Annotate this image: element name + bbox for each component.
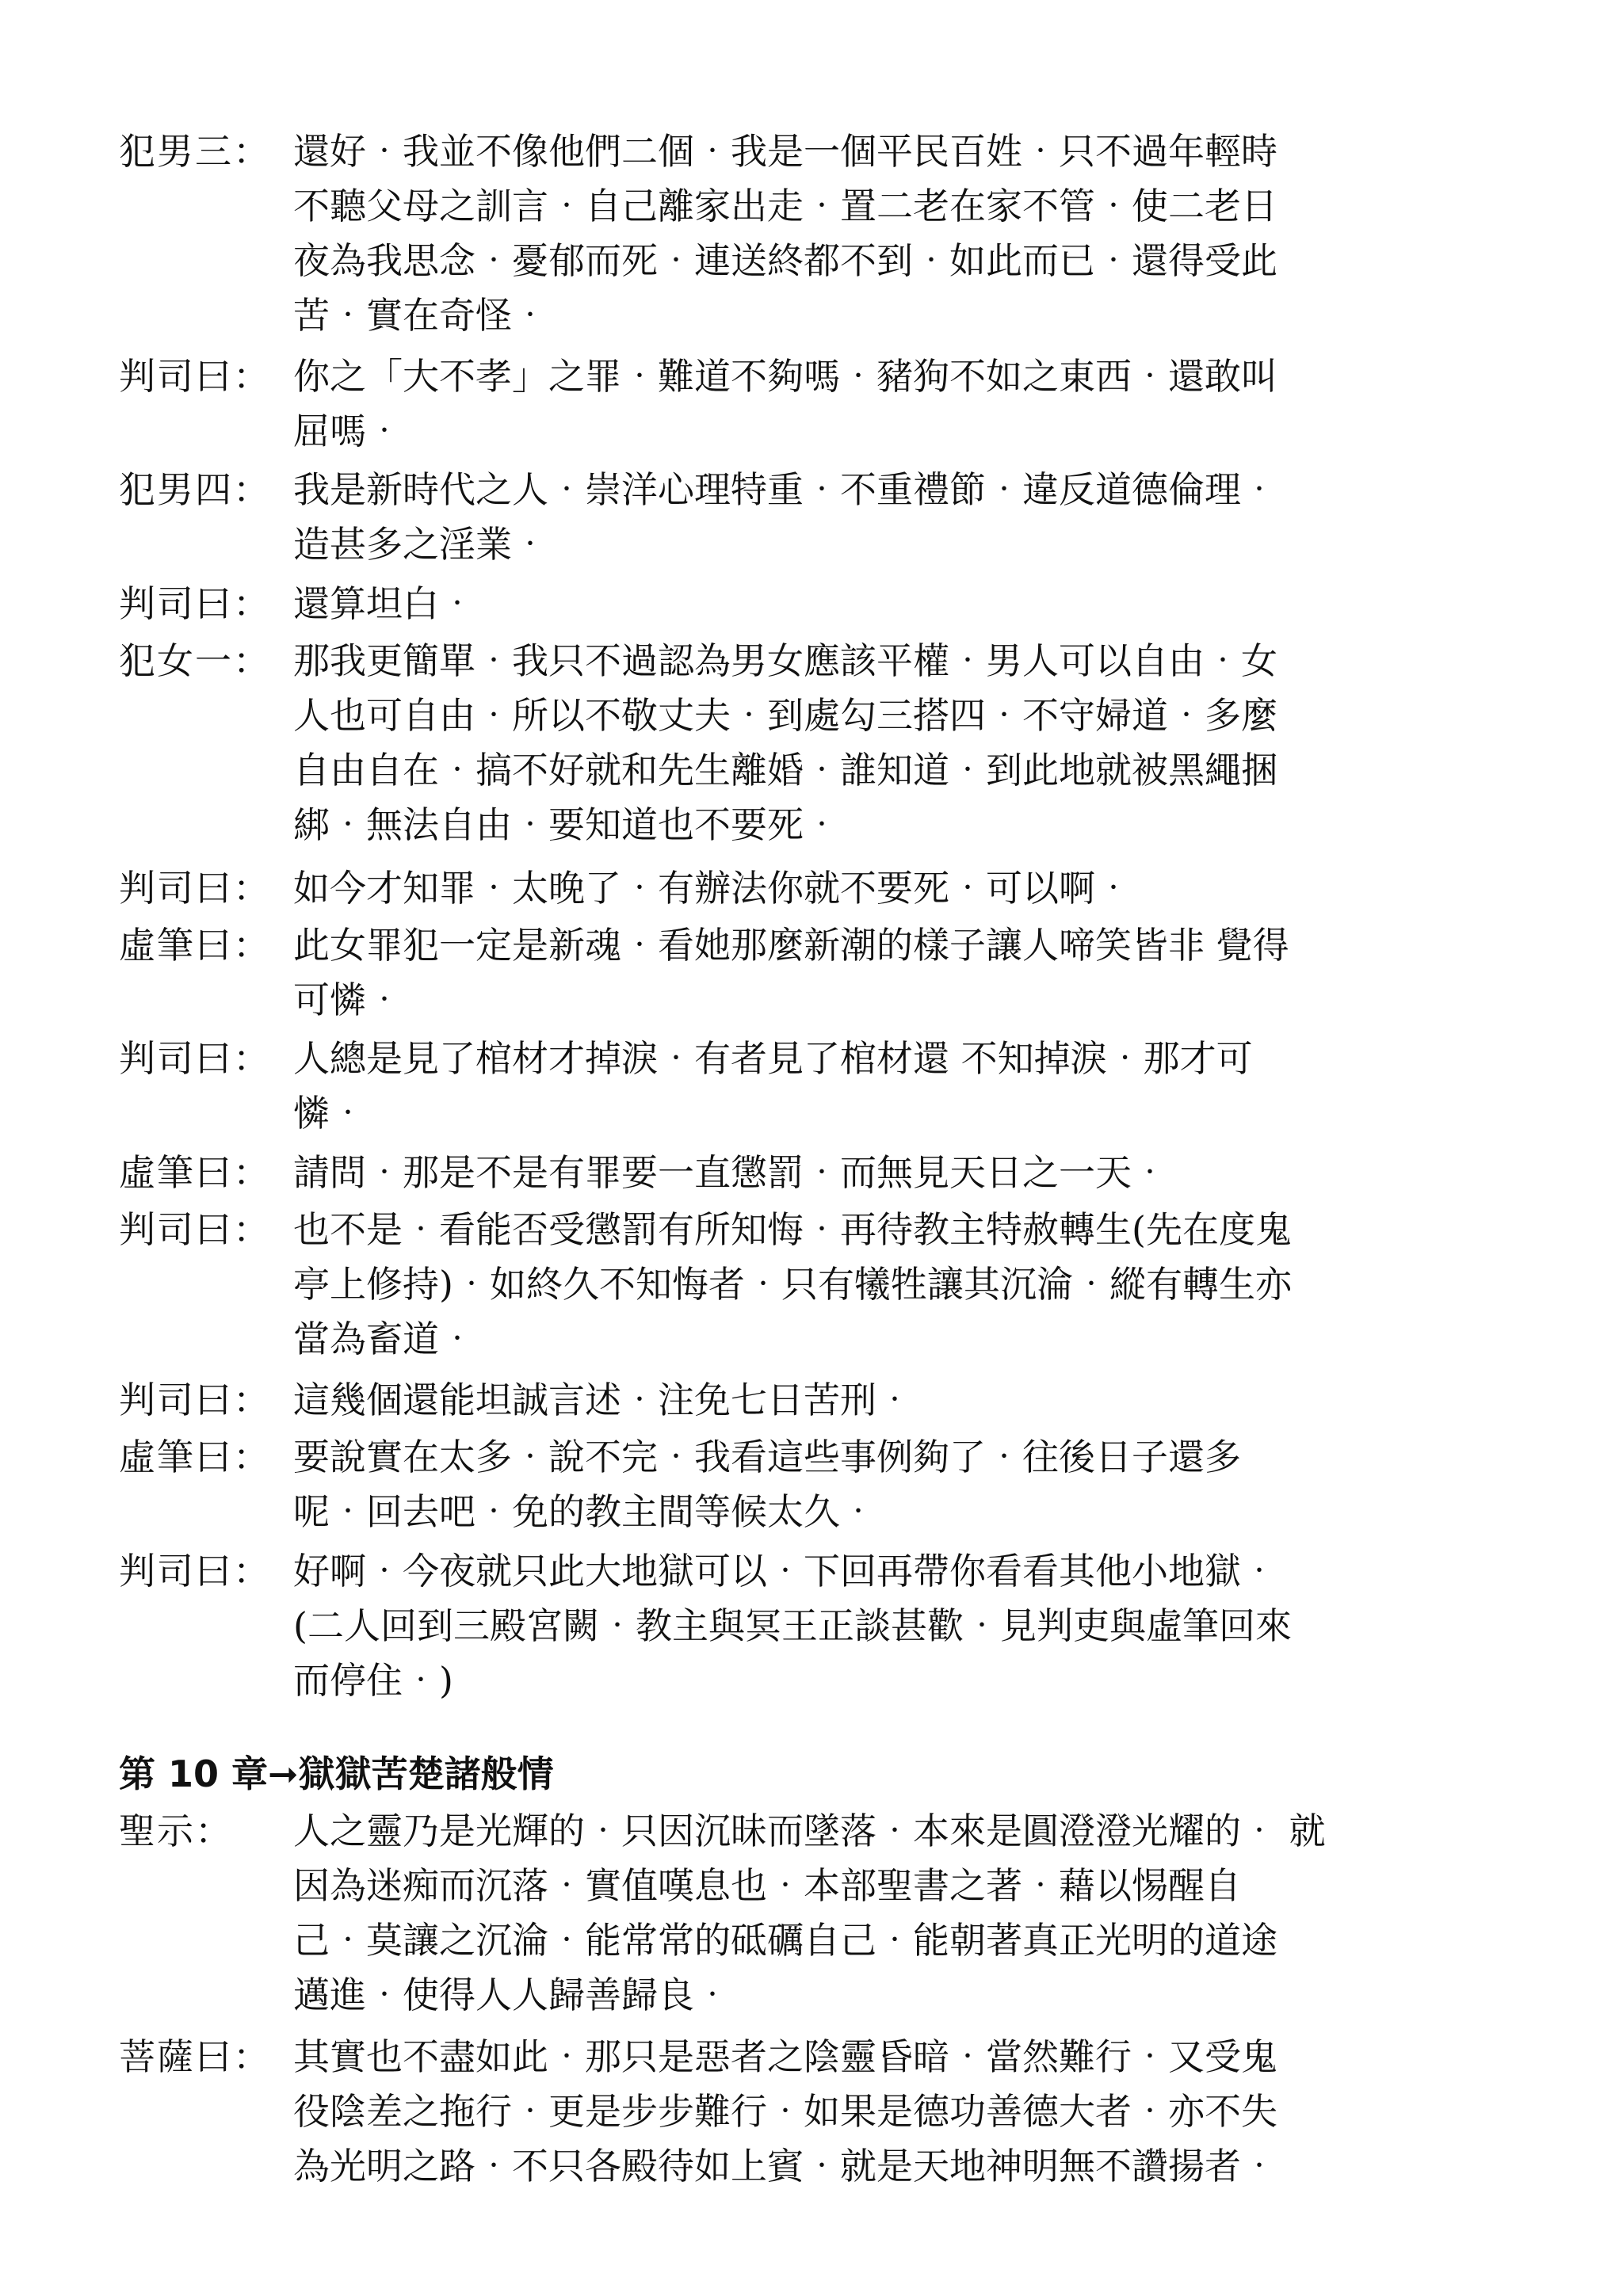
speaker-label: 判司曰：: [119, 582, 271, 625]
text-line: 邁進‧使得人人歸善歸良‧: [293, 1974, 731, 2016]
speaker-label: 犯男三：: [119, 130, 271, 173]
text-line: 此女罪犯一定是新魂‧看她那麼新潮的樣子讓人啼笑皆非 覺得: [293, 924, 1289, 967]
text-line: 還好‧我並不像他們二個‧我是一個平民百姓‧只不過年輕時: [293, 130, 1277, 173]
dialogue-entry: [119, 1430, 1514, 1539]
text-line: 好啊‧今夜就只此大地獄可以‧下回再帶你看看其他小地獄‧: [293, 1550, 1277, 1592]
speaker-label: 犯男四：: [119, 468, 271, 511]
text-line: 綁‧無法自由‧要知道也不要死‧: [293, 803, 840, 846]
dialogue-entry: [119, 1032, 1514, 1141]
dialogue-text: [293, 1544, 1514, 1708]
dialogue-entry: [119, 861, 1514, 916]
text-line: 苦‧實在奇怪‧: [293, 294, 548, 337]
text-line: 如今才知罪‧太晚了‧有辦法你就不要死‧可以啊‧: [293, 867, 1132, 910]
dialogue-text: [293, 463, 1514, 572]
speaker-label: 聖示：: [119, 1810, 233, 1852]
dialogue-entry: [119, 634, 1514, 852]
dialogue-text: [293, 1203, 1514, 1367]
speaker-label: 判司曰：: [119, 1379, 271, 1421]
text-line: 那我更簡單‧我只不過認為男女應該平權‧男人可以自由‧女: [293, 639, 1277, 682]
dialogue-text: [293, 124, 1514, 343]
text-line: 你之「大不孝」之罪‧難道不夠嗎‧豬狗不如之東西‧還敢叫: [293, 355, 1277, 398]
dialogue-entry: [119, 349, 1514, 459]
dialogue-text: [252, 1804, 1514, 2023]
text-line: 亭上修持)‧如終久不知悔者‧只有犧牲讓其沉淪‧縱有轉生亦: [293, 1263, 1292, 1306]
text-line: 其實也不盡如此‧那只是惡者之陰靈昏暗‧當然難行‧又受鬼: [293, 2035, 1277, 2078]
text-line: (二人回到三殿宮闕‧教主與冥王正談甚歡‧見判吏與虛筆回來: [293, 1604, 1292, 1647]
dialogue-entry: [119, 1146, 1514, 1200]
dialogue-text: [293, 1146, 1514, 1200]
text-line: 屈嗎‧: [293, 410, 403, 452]
dialogue-entry: [119, 2030, 1514, 2194]
dialogue-entry: [119, 1373, 1514, 1428]
dialogue-entry: [119, 1804, 1514, 2023]
dialogue-text: [293, 861, 1514, 916]
dialogue-entry: [119, 124, 1514, 343]
speaker-label: 判司曰：: [119, 355, 271, 398]
dialogue-text: [293, 349, 1514, 459]
speaker-label: 虛筆曰：: [119, 924, 271, 967]
speaker-label: 判司曰：: [119, 867, 271, 910]
text-line: 不聽父母之訓言‧自己離家出走‧置二老在家不管‧使二老日: [293, 185, 1277, 227]
text-line: 而停住‧): [293, 1659, 453, 1702]
speaker-label: 判司曰：: [119, 1037, 271, 1080]
text-line: 要說實在太多‧說不完‧我看這些事例夠了‧往後日子還多: [293, 1436, 1241, 1478]
dialogue-text: [293, 1430, 1514, 1539]
text-line: 這幾個還能坦誠言述‧注免七日苦刑‧: [293, 1379, 913, 1421]
dialogue-entry: [119, 1203, 1514, 1367]
speaker-label: 判司曰：: [119, 1208, 271, 1251]
dialogue-entry: [119, 1544, 1514, 1708]
text-line: 還算坦白‧: [293, 582, 475, 625]
text-line: 人也可自由‧所以不敬丈夫‧到處勾三搭四‧不守婦道‧多麼: [293, 694, 1277, 737]
dialogue-text: [293, 634, 1514, 852]
text-line: 我是新時代之人‧崇洋心理特重‧不重禮節‧違反道德倫理‧: [293, 468, 1277, 511]
text-line: 人之靈乃是光輝的‧只因沉昧而墜落‧本來是圓澄澄光耀的‧ 就: [293, 1810, 1326, 1852]
text-line: 己‧莫讓之沉淪‧能常常的砥礪自己‧能朝著真正光明的道途: [293, 1919, 1277, 1962]
dialogue-text: [293, 918, 1514, 1028]
speaker-label: 虛筆曰：: [119, 1436, 271, 1478]
text-line: 自由自在‧搞不好就和先生離婚‧誰知道‧到此地就被黑繩捆: [293, 749, 1277, 791]
dialogue-text: [293, 2030, 1514, 2194]
dialogue-text: [293, 1373, 1514, 1428]
speaker-label: 菩薩曰：: [119, 2035, 271, 2078]
dialogue-text: [293, 577, 1514, 631]
dialogue-entry: [119, 918, 1514, 1028]
text-line: 呢‧回去吧‧免的教主間等候太久‧: [293, 1490, 876, 1533]
text-line: 憐‧: [293, 1092, 366, 1135]
dialogue-entry: [119, 463, 1514, 572]
text-line: 造甚多之淫業‧: [293, 523, 548, 566]
text-line: 請問‧那是不是有罪要一直懲罰‧而無見天日之一天‧: [293, 1151, 1168, 1194]
text-line: 人總是見了棺材才掉淚‧有者見了棺材還 不知掉淚‧那才可: [293, 1037, 1253, 1080]
dialogue-entry: [119, 577, 1514, 631]
dialogue-text: [293, 1032, 1514, 1141]
text-line: 可憐‧: [293, 978, 403, 1021]
speaker-label: 犯女一：: [119, 639, 271, 682]
text-line: 為光明之路‧不只各殿待如上賓‧就是天地神明無不讚揚者‧: [293, 2145, 1277, 2187]
text-line: 因為迷痴而沉落‧實值嘆息也‧本部聖書之著‧藉以惕醒自: [293, 1864, 1241, 1907]
text-line: 當為畜道‧: [293, 1318, 475, 1360]
speaker-label: 虛筆曰：: [119, 1151, 271, 1194]
chapter-heading: 第 10 章➞獄獄苦楚諸般情: [119, 1753, 554, 1795]
text-line: 役陰差之拖行‧更是步步難行‧如果是德功善德大者‧亦不失: [293, 2090, 1277, 2133]
text-line: 夜為我思念‧憂郁而死‧連送終都不到‧如此而已‧還得受此: [293, 239, 1277, 282]
speaker-label: 判司曰：: [119, 1550, 271, 1592]
text-line: 也不是‧看能否受懲罰有所知悔‧再待教主特赦轉生(先在度鬼: [293, 1208, 1292, 1251]
